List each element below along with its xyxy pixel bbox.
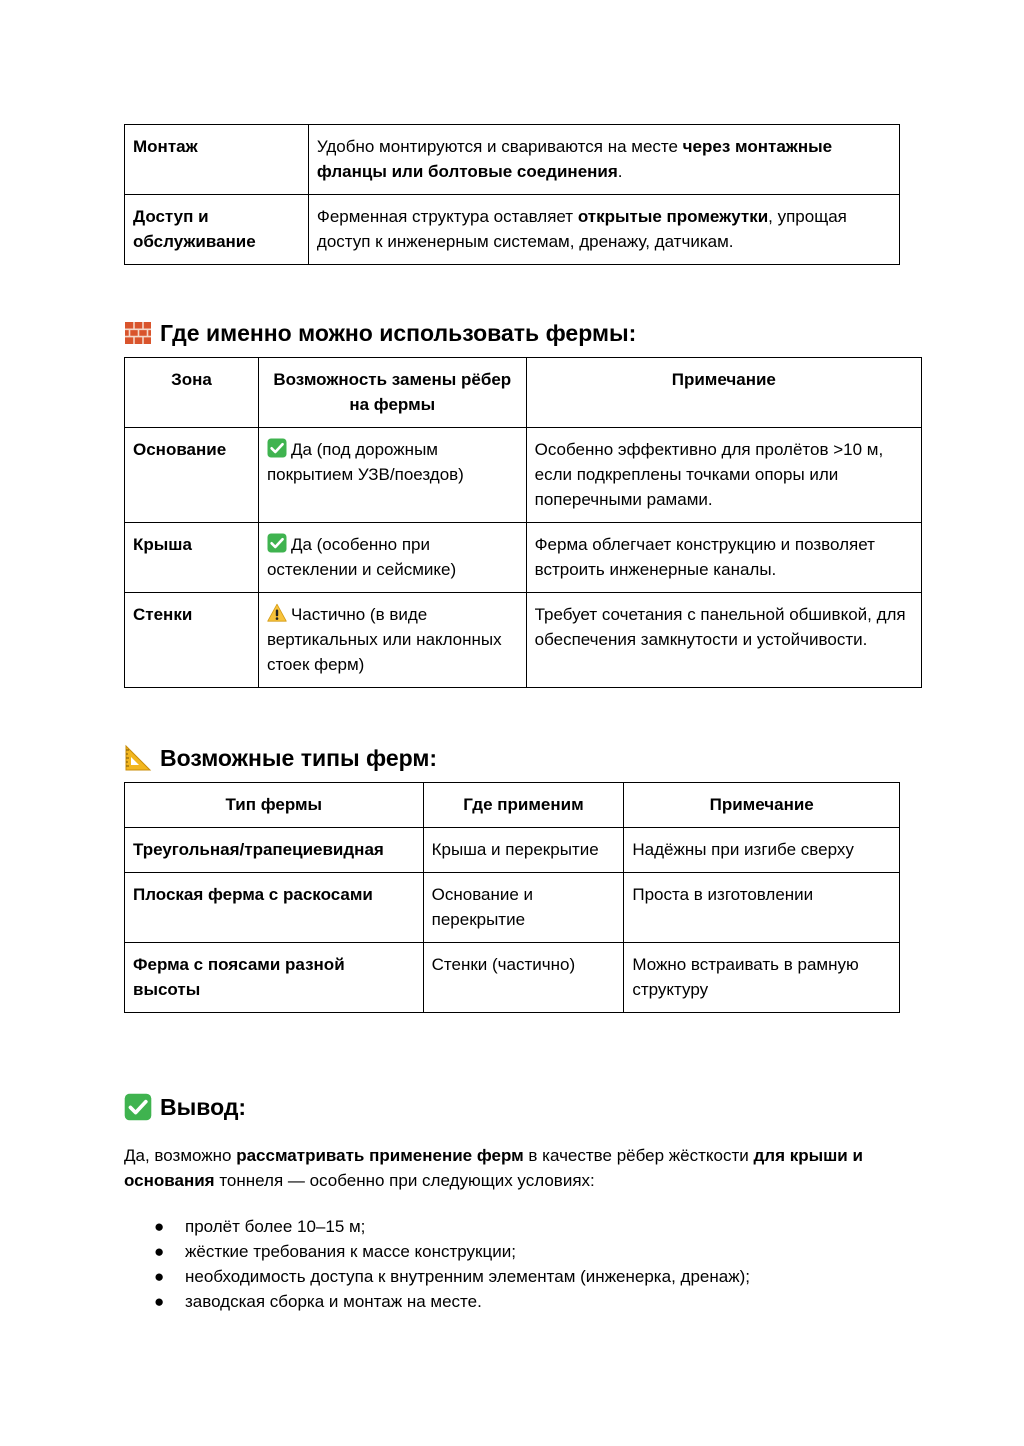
truss-types-table [124, 782, 900, 1013]
bullet-icon: ● [154, 1217, 165, 1236]
possibility-cell: Да (особенно при остеклении и сейсмике) [258, 523, 526, 593]
table-row [125, 125, 900, 195]
column-header: Тип фермы [125, 783, 424, 828]
table-row [125, 593, 922, 688]
section-heading-conclusion [124, 1092, 246, 1122]
info-table [124, 124, 900, 265]
zone-cell: Стенки [125, 593, 259, 688]
list-item: ● пролёт более 10–15 м; [124, 1214, 750, 1239]
row-label: Монтаж [125, 125, 309, 195]
list-item: ● заводская сборка и монтаж на месте. [124, 1289, 750, 1314]
bullet-icon: ● [154, 1267, 165, 1286]
note-cell: Можно встраивать в рамную структуру [624, 943, 900, 1013]
type-cell: Ферма с поясами разной высоты [125, 943, 424, 1013]
note-cell: Особенно эффективно для пролётов >10 м, если подкреплены точками опоры или поперечными рамами. [526, 428, 921, 523]
type-cell: Плоская ферма с раскосами [125, 873, 424, 943]
section-heading-usage [124, 318, 636, 348]
zone-cell: Крыша [125, 523, 259, 593]
section-heading-types [124, 743, 437, 773]
table-header-row [125, 358, 922, 428]
bullet-icon: ● [154, 1292, 165, 1311]
column-header: Примечание [526, 358, 921, 428]
zone-cell: Основание [125, 428, 259, 523]
note-cell: Надёжны при изгибе сверху [624, 828, 900, 873]
check-mark-icon [124, 1093, 152, 1121]
table-row [125, 523, 922, 593]
section-title: Где именно можно использовать фермы: [160, 320, 637, 346]
list-item: ● жёсткие требования к массе конструкции; [124, 1239, 750, 1264]
check-mark-icon [267, 533, 287, 553]
conditions-list [124, 1214, 750, 1314]
list-item: ● необходимость доступа к внутренним элементам (инженерка, дренаж); [124, 1264, 750, 1289]
table-row [125, 195, 900, 265]
column-header: Зона [125, 358, 259, 428]
table-row [125, 873, 900, 943]
warning-icon [267, 603, 287, 623]
triangular-ruler-icon [124, 744, 152, 772]
type-cell: Треугольная/трапециевидная [125, 828, 424, 873]
table-row [125, 943, 900, 1013]
section-title: Вывод: [160, 1094, 247, 1120]
note-cell: Проста в изготовлении [624, 873, 900, 943]
where-cell: Крыша и перекрытие [423, 828, 624, 873]
section-title: Возможные типы ферм: [160, 745, 438, 771]
conclusion-paragraph: Да, возможно рассматривать применение ферм в качестве рёбер жёсткости для крыши и основания тоннеля — особенно при следующих условиях: [124, 1146, 863, 1190]
note-cell: Требует сочетания с панельной обшивкой, для обеспечения замкнутости и устойчивости. [526, 593, 921, 688]
row-label: Доступ и обслуживание [125, 195, 309, 265]
row-text: Удобно монтируются и свариваются на месте через монтажные фланцы или болтовые соединения. [308, 125, 899, 195]
note-cell: Ферма облегчает конструкцию и позволяет встроить инженерные каналы. [526, 523, 921, 593]
usage-table [124, 357, 922, 688]
column-header: Где применим [423, 783, 624, 828]
column-header: Примечание [624, 783, 900, 828]
table-header-row [125, 783, 900, 828]
where-cell: Стенки (частично) [423, 943, 624, 1013]
where-cell: Основание и перекрытие [423, 873, 624, 943]
brick-icon [124, 319, 152, 347]
bullet-icon: ● [154, 1242, 165, 1261]
column-header: Возможность замены рёбер на фермы [258, 358, 526, 428]
possibility-cell: Да (под дорожным покрытием УЗВ/поездов) [258, 428, 526, 523]
table-row [125, 428, 922, 523]
row-text: Ферменная структура оставляет открытые промежутки, упрощая доступ к инженерным системам, дренажу, датчикам. [308, 195, 899, 265]
possibility-cell: Частично (в виде вертикальных или наклонных стоек ферм) [258, 593, 526, 688]
check-mark-icon [267, 438, 287, 458]
table-row [125, 828, 900, 873]
